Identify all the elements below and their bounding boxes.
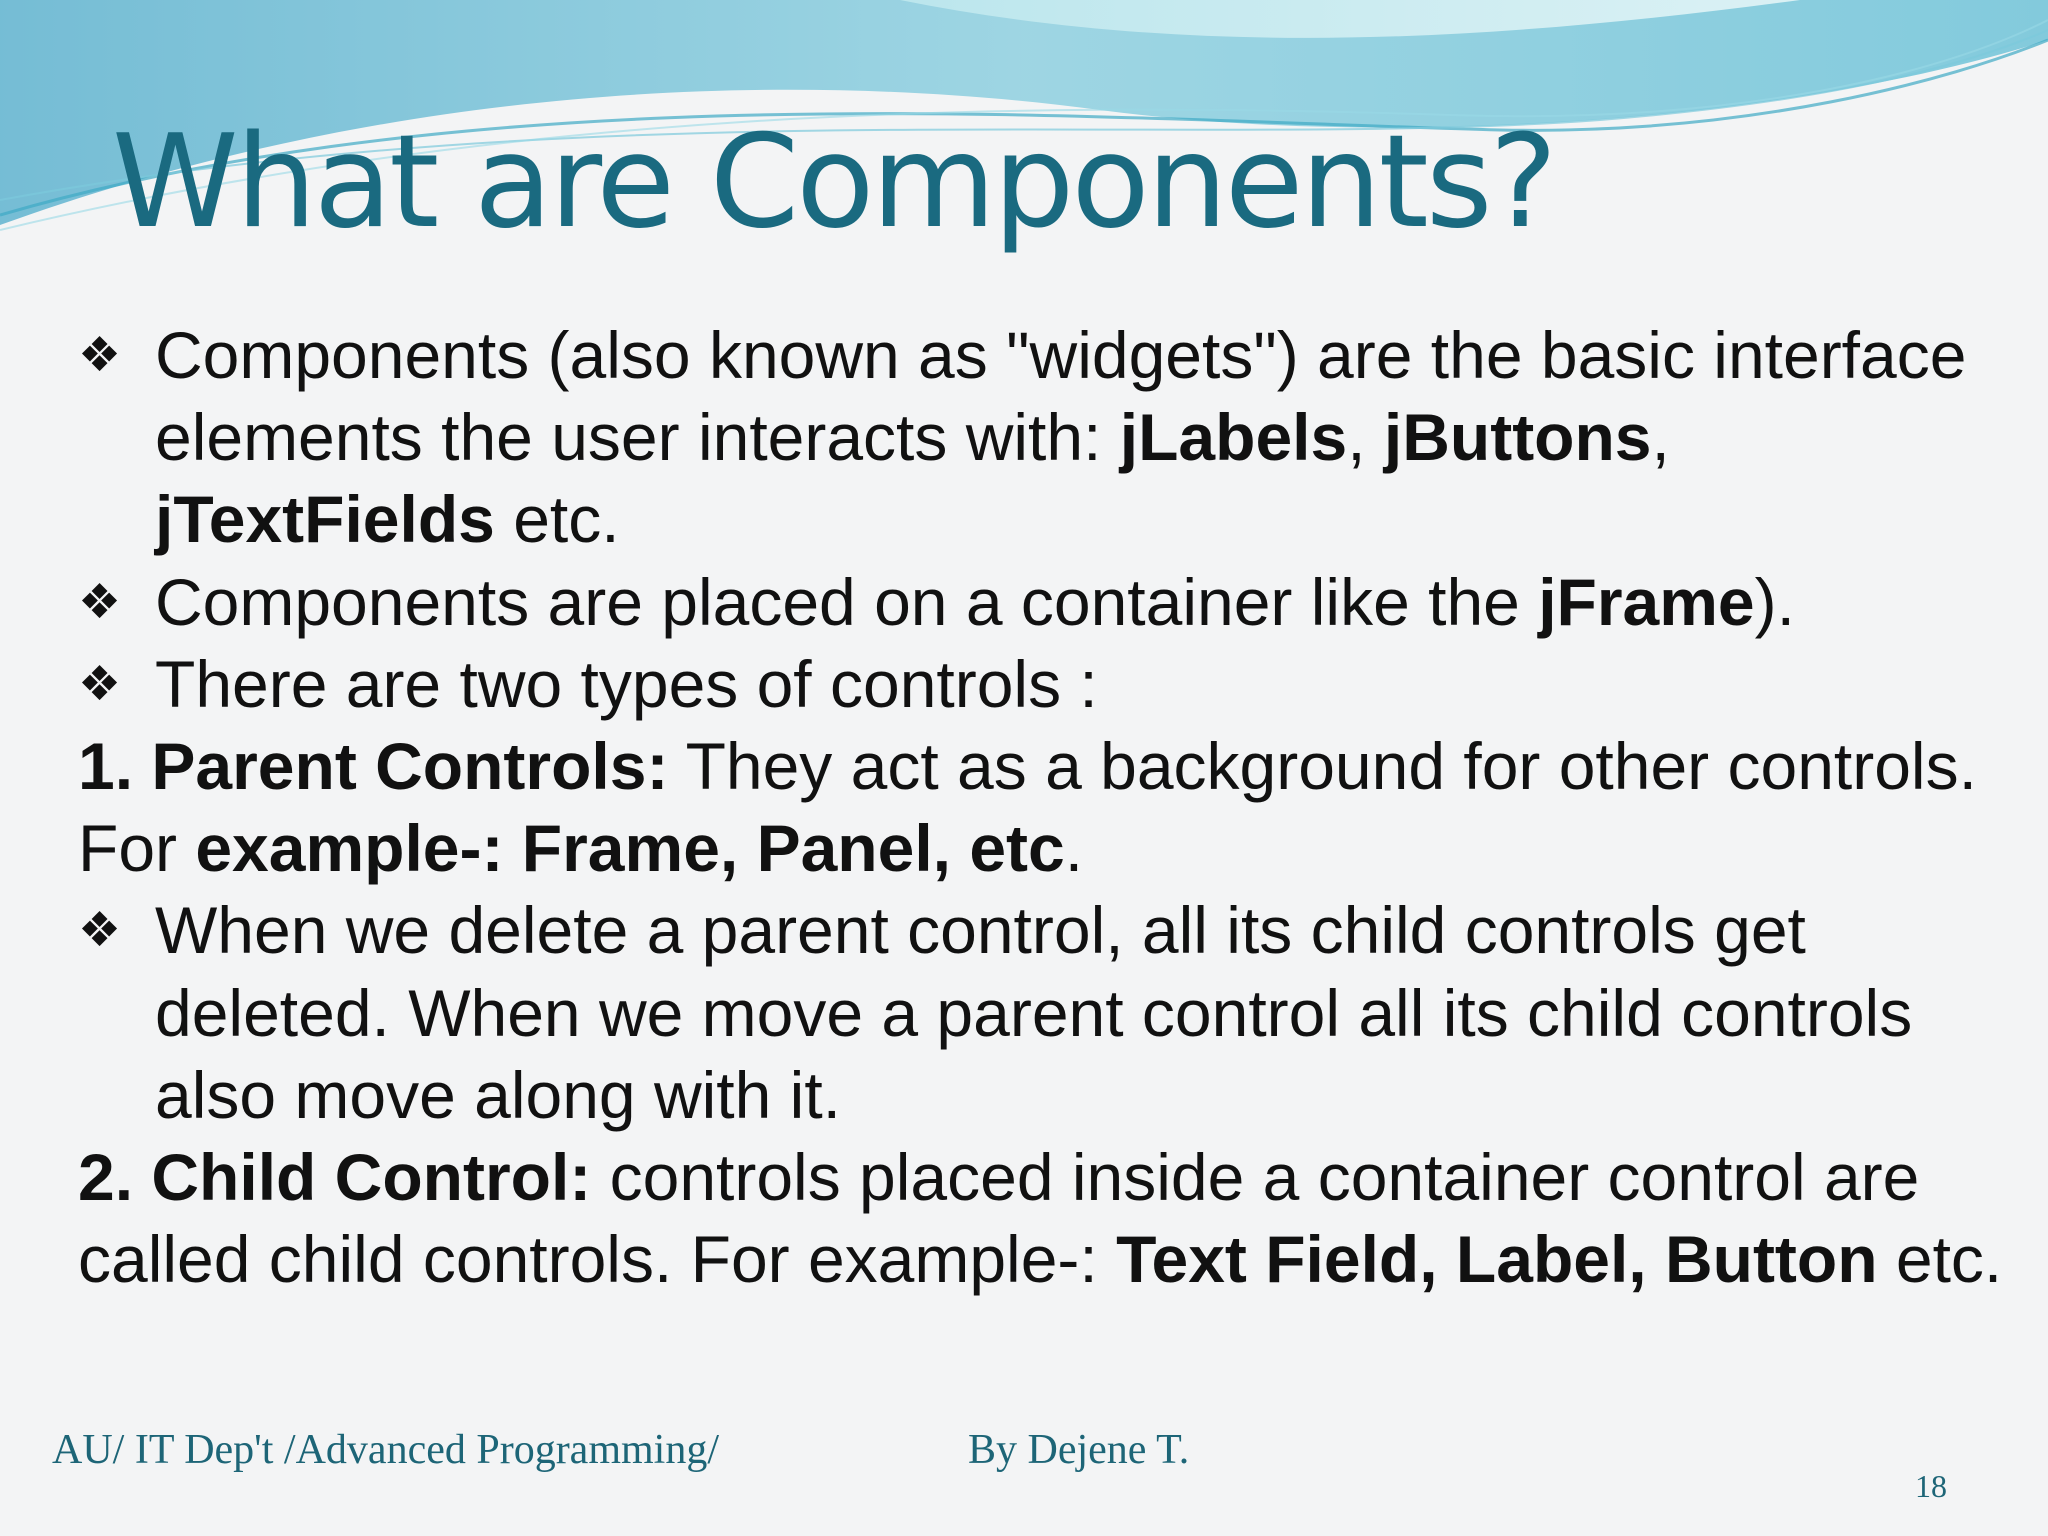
- bullet-text: ,: [1651, 400, 1670, 475]
- item-text: .: [1064, 811, 1084, 886]
- bullet-control-types: [78, 643, 2008, 725]
- bullet-text: Components are placed on a container like the: [155, 564, 1539, 639]
- diamond-bullet-icon: ❖: [78, 573, 122, 630]
- footer-author: By Dejene T.: [968, 1427, 1190, 1473]
- bold-term: jLabels: [1119, 400, 1348, 475]
- bold-term: jFrame: [1538, 564, 1755, 639]
- item-heading: 2. Child Control:: [78, 1140, 592, 1215]
- item-text: controls placed inside a container control are called child controls. For example-:: [78, 1140, 1920, 1297]
- slide-title: What are Components?: [112, 108, 1555, 257]
- page-number: 18: [1915, 1468, 1947, 1504]
- bold-term: jTextFields: [155, 482, 495, 557]
- diamond-bullet-icon: ❖: [78, 327, 122, 383]
- bullet-text: When we delete a parent control, all its child controls get deleted. When we move a parent control all its child controls also move along with it.: [155, 893, 1913, 1132]
- bullet-components-definition: [78, 314, 2008, 561]
- bullet-text: Components (also known as "widgets") are the basic interface elements the user interacts with:: [155, 318, 1967, 475]
- bold-term: Text Field, Label, Button: [1116, 1222, 1878, 1297]
- item-text: They act as a background for other controls. For: [78, 729, 1977, 886]
- diamond-bullet-icon: ❖: [78, 902, 122, 959]
- diamond-bullet-icon: ❖: [78, 655, 122, 712]
- item-heading: 1. Parent Controls:: [78, 729, 669, 804]
- bullet-text: ).: [1754, 564, 1795, 639]
- bullet-text: etc.: [494, 482, 620, 557]
- bullet-text: ,: [1347, 400, 1384, 475]
- bold-term: example-: Frame, Panel, etc: [195, 811, 1065, 886]
- slide-body: [78, 314, 2008, 1300]
- bullet-components-placement: [78, 561, 2008, 643]
- item-parent-controls: [78, 725, 2008, 889]
- bullet-parent-behavior: [78, 889, 2008, 1136]
- footer-course: AU/ IT Dep't /Advanced Programming/: [52, 1427, 719, 1473]
- bullet-text: There are two types of controls :: [155, 646, 1098, 721]
- item-text: etc.: [1877, 1222, 2003, 1297]
- bold-term: jButtons: [1383, 400, 1652, 475]
- item-child-control: [78, 1136, 2008, 1300]
